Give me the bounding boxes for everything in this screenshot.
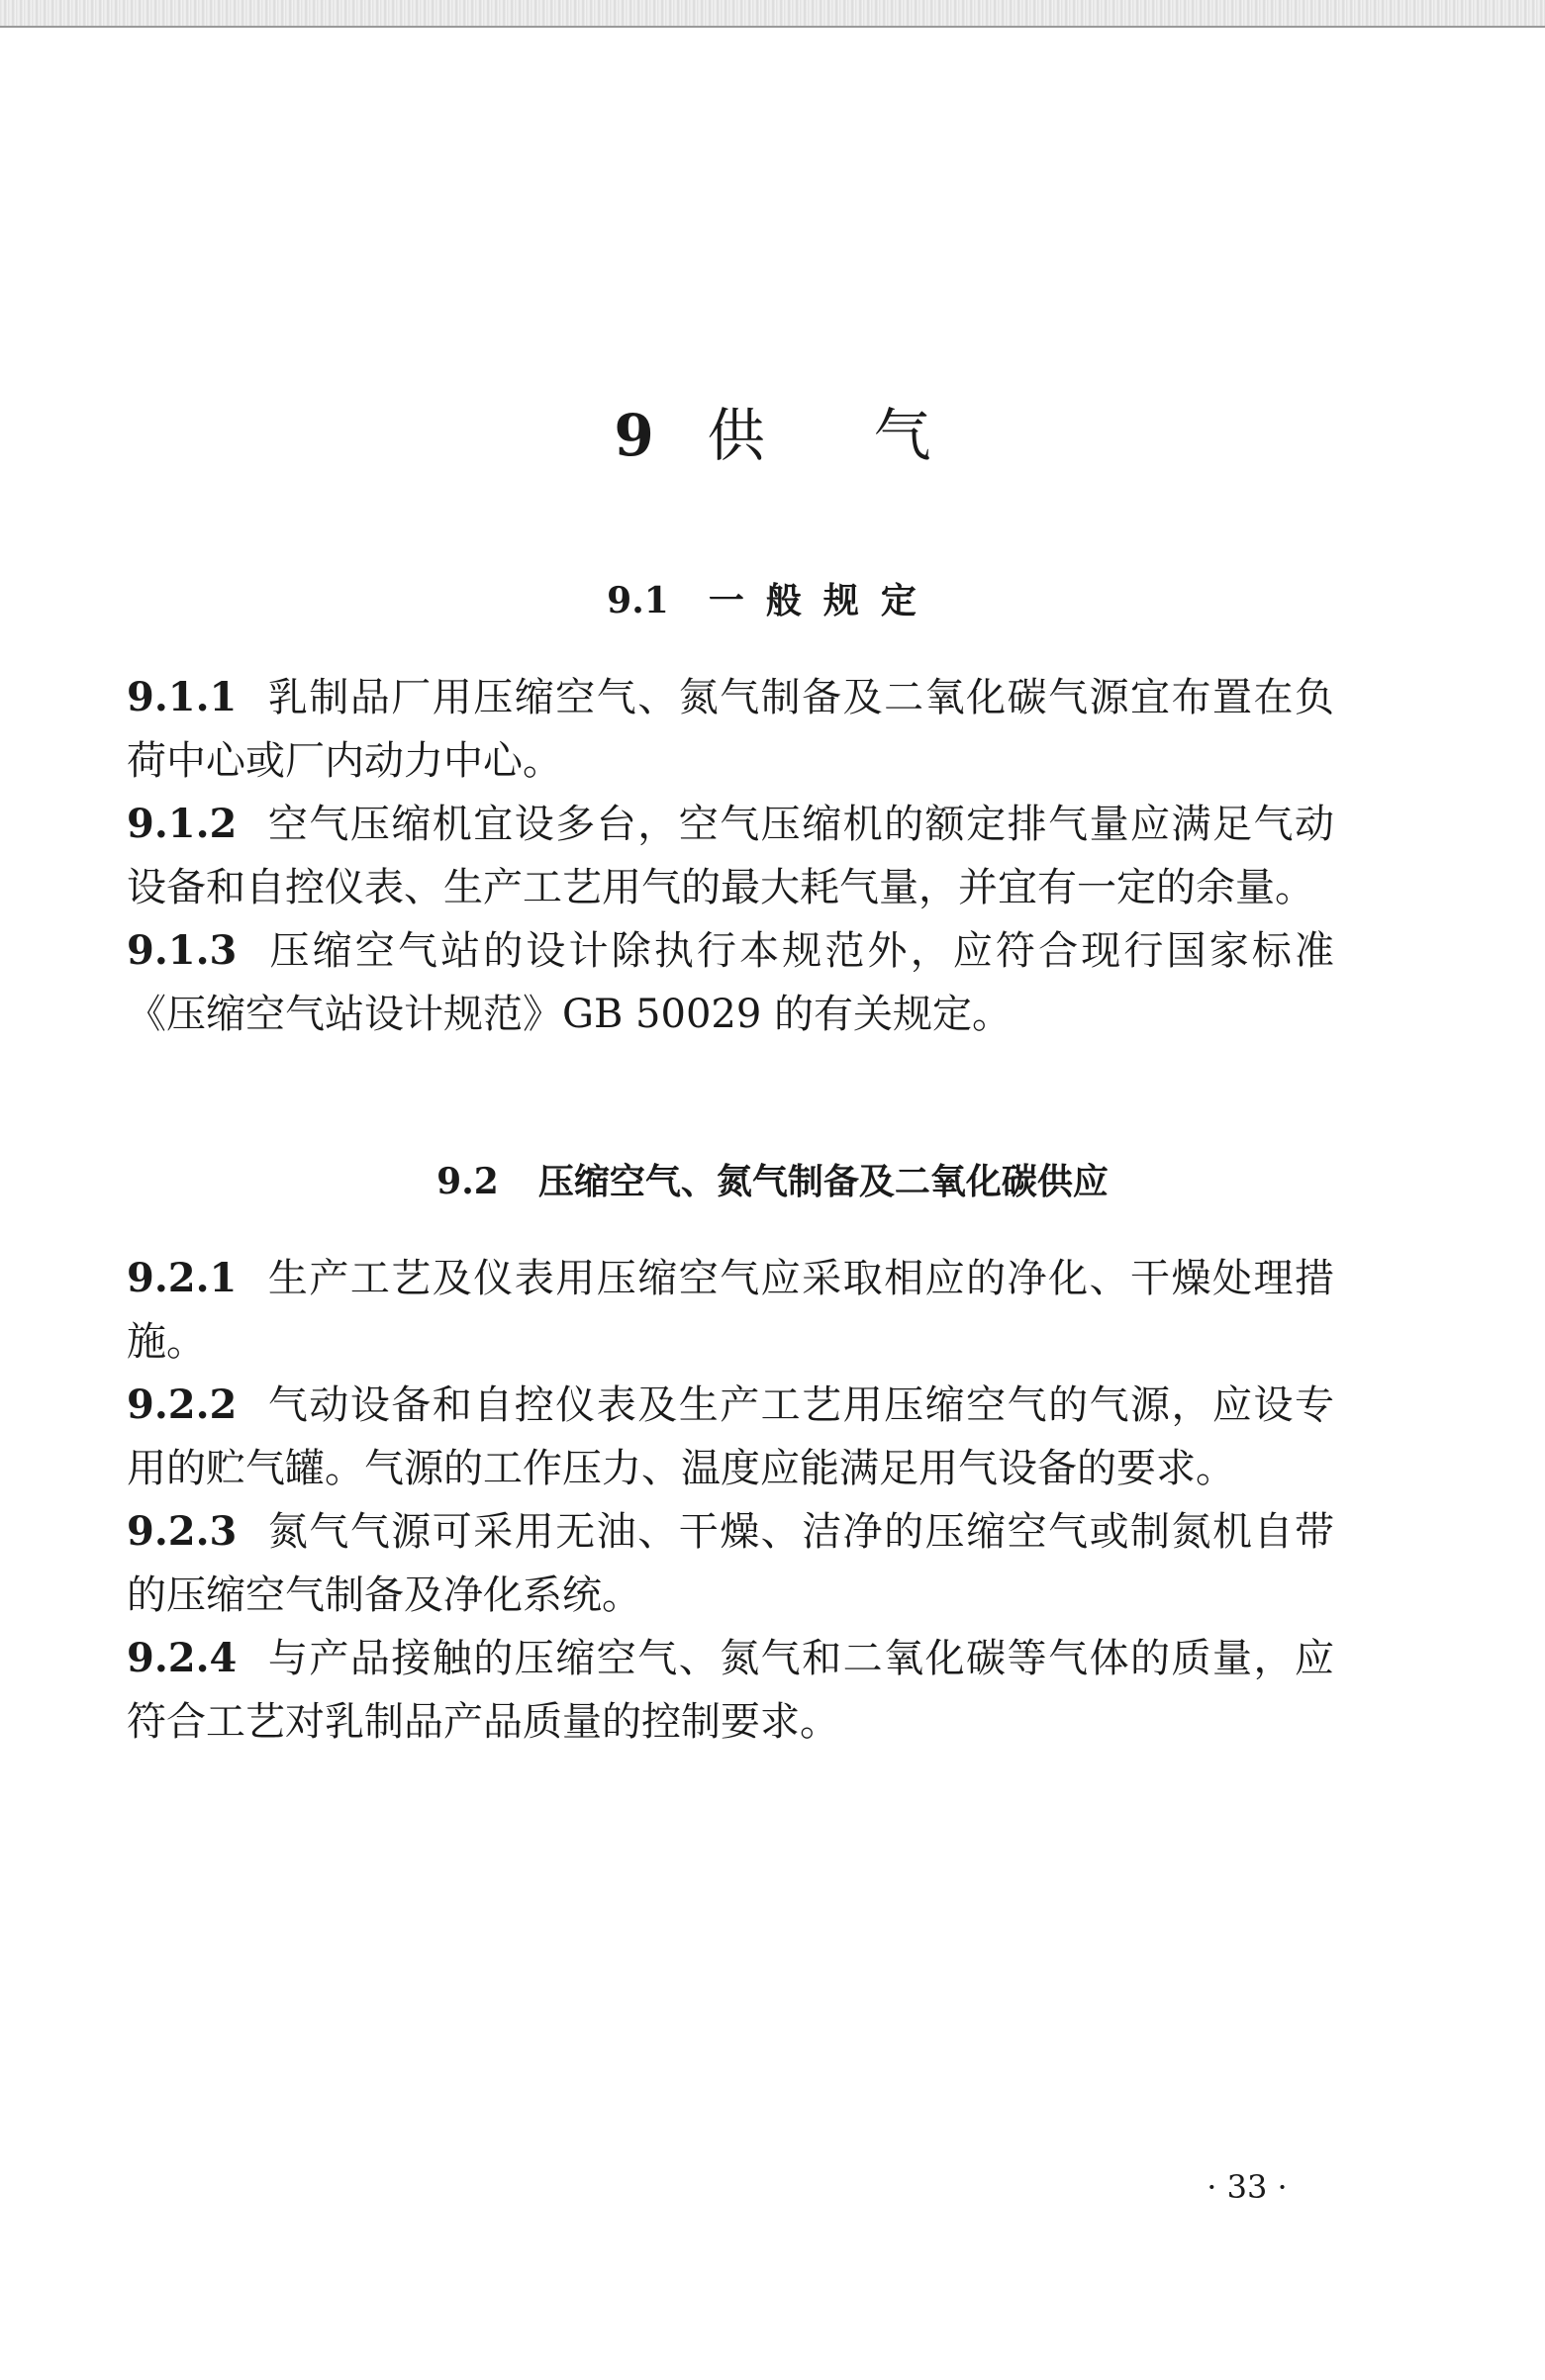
clause-text: 空气压缩机宜设多台，空气压缩机的额定排气量应满足气动设备和自控仪表、生产工艺用气的最大耗气量，并宜有一定的余量。 <box>127 802 1334 910</box>
section-9-1-clauses <box>127 666 1334 1046</box>
section-title: 压缩空气、氮气制备及二氧化碳供应 <box>537 1162 1109 1202</box>
clause-number: 9.2.3 <box>127 1508 238 1555</box>
clause-number: 9.2.4 <box>127 1635 238 1681</box>
scan-edge-line <box>0 26 1545 28</box>
clause-9-2-2 <box>127 1374 1334 1500</box>
page-number: · 33 · <box>1207 2168 1288 2206</box>
clause-9-2-4 <box>127 1627 1334 1754</box>
clause-text: 乳制品厂用压缩空气、氮气制备及二氧化碳气源宜布置在负荷中心或厂内动力中心。 <box>127 675 1334 784</box>
clause-9-1-3 <box>127 919 1334 1046</box>
section-number: 9.1 <box>607 580 669 621</box>
clause-number: 9.1.3 <box>127 927 238 974</box>
clause-number: 9.1.1 <box>127 674 238 720</box>
chapter-title <box>0 396 1545 475</box>
clause-9-2-1 <box>127 1247 1334 1374</box>
clause-text: 压缩空气站的设计除执行本规范外，应符合现行国家标准《压缩空气站设计规范》GB 50029 的有关规定。 <box>127 928 1334 1037</box>
clause-text: 生产工艺及仪表用压缩空气应采取相应的净化、干燥处理措施。 <box>127 1256 1334 1365</box>
clause-number: 9.1.2 <box>127 801 238 847</box>
clause-9-2-3 <box>127 1500 1334 1627</box>
chapter-number: 9 <box>614 402 656 469</box>
scan-edge-strip <box>0 0 1545 26</box>
section-number: 9.2 <box>436 1161 499 1202</box>
clause-text: 气动设备和自控仪表及生产工艺用压缩空气的气源，应设专用的贮气罐。气源的工作压力、温度应能满足用气设备的要求。 <box>127 1382 1334 1491</box>
section-title: 一般规定 <box>708 581 938 621</box>
clause-9-1-1 <box>127 666 1334 793</box>
clause-9-1-2 <box>127 793 1334 919</box>
chapter-name: 供气 <box>707 402 1040 469</box>
clause-number: 9.2.2 <box>127 1381 238 1428</box>
section-heading-9-2 <box>0 1152 1545 1212</box>
clause-number: 9.2.1 <box>127 1255 238 1301</box>
clause-text: 氮气气源可采用无油、干燥、洁净的压缩空气或制氮机自带的压缩空气制备及净化系统。 <box>127 1509 1334 1618</box>
section-9-2-clauses <box>127 1247 1334 1754</box>
clause-text: 与产品接触的压缩空气、氮气和二氧化碳等气体的质量，应符合工艺对乳制品产品质量的控制要求。 <box>127 1636 1334 1745</box>
section-heading-9-1 <box>0 571 1545 631</box>
